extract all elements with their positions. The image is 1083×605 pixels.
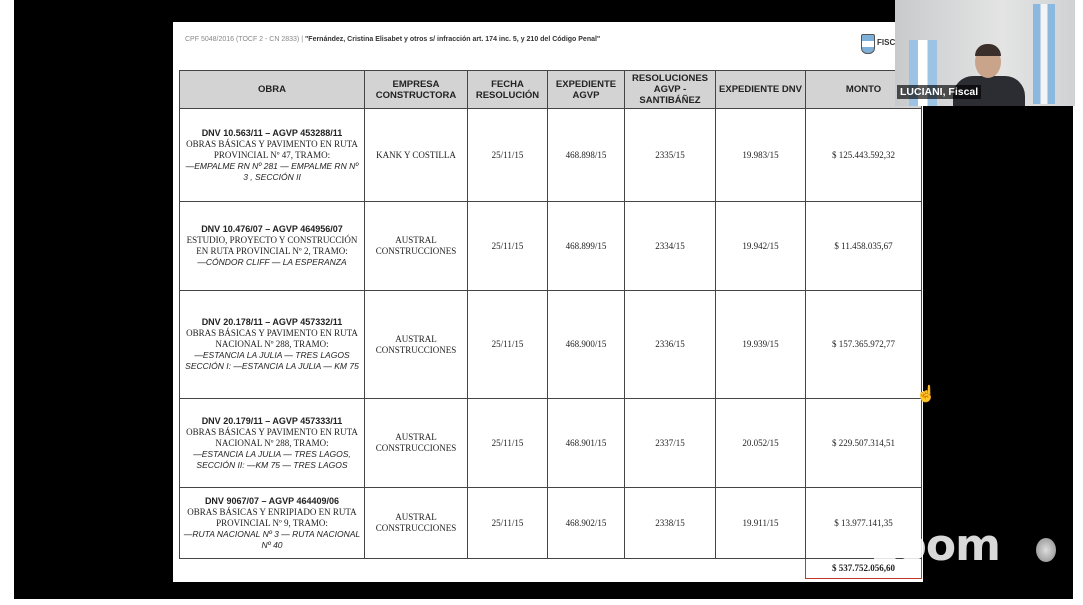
obra-cell (180, 399, 365, 488)
bottom-border (0, 599, 1083, 605)
exp-dnv-cell: 20.052/15 (716, 399, 806, 488)
total-row (180, 559, 922, 579)
empresa-cell: AUSTRAL CONSTRUCCIONES (365, 291, 468, 399)
participant-name-label: LUCIANI, Fiscal (897, 85, 981, 99)
table-row (180, 202, 922, 291)
case-title: "Fernández, Cristina Elisabet y otros s/ infracción art. 174 inc. 5, y 210 del Código Penal" (304, 36, 601, 43)
institution-seal (1026, 538, 1072, 584)
monto-cell: $ 229.507.314,51 (806, 399, 922, 488)
empresa-cell: AUSTRAL CONSTRUCCIONES (365, 488, 468, 559)
obra-cell (180, 109, 365, 202)
shared-document (173, 22, 923, 582)
obra-tramo: —ESTANCIA LA JULIA — TRES LAGOS SECCIÓN I: —ESTANCIA LA JULIA — KM 75 (185, 350, 359, 371)
total-monto: $ 537.752.056,60 (806, 559, 922, 579)
table-row (180, 109, 922, 202)
obra-desc: ESTUDIO, PROYECTO Y CONSTRUCCIÓN EN RUTA PROVINCIAL Nº 2, TRAMO: (186, 235, 358, 256)
logo-text: FISC (877, 38, 896, 47)
seal-icon (1036, 538, 1056, 562)
resolucion-cell: 2338/15 (625, 488, 716, 559)
resolucion-cell: 2334/15 (625, 202, 716, 291)
total-spacer (180, 559, 806, 579)
obra-tramo: —EMPALME RN Nº 281 — EMPALME RN Nº 3 , SECCIÓN II (185, 160, 359, 182)
monto-cell: $ 157.365.972,77 (806, 291, 922, 399)
exp-dnv-cell: 19.983/15 (716, 109, 806, 202)
shield-icon (861, 34, 875, 54)
empresa-cell: KANK Y COSTILLA (365, 109, 468, 202)
exp-agvp-cell: 468.898/15 (548, 109, 625, 202)
fecha-cell: 25/11/15 (468, 109, 548, 202)
left-border (0, 0, 14, 605)
obra-code: DNV 9067/07 – AGVP 464409/06 (204, 495, 340, 506)
resolucion-cell: 2337/15 (625, 399, 716, 488)
fecha-cell: 25/11/15 (468, 399, 548, 488)
header-empresa: EMPRESA CONSTRUCTORA (365, 71, 468, 109)
document-header (185, 36, 905, 54)
table-header-row (180, 71, 922, 109)
exp-dnv-cell: 19.911/15 (716, 488, 806, 559)
obra-desc: OBRAS BÁSICAS Y PAVIMENTO EN RUTA NACIONAL Nº 288, TRAMO: (186, 328, 358, 349)
exp-dnv-cell: 19.942/15 (716, 202, 806, 291)
resolucion-cell: 2335/15 (625, 109, 716, 202)
empresa-cell: AUSTRAL CONSTRUCCIONES (365, 399, 468, 488)
obra-cell (180, 202, 365, 291)
header-obra: OBRA (180, 71, 365, 109)
obra-code: DNV 20.179/11 – AGVP 457333/11 (201, 415, 343, 426)
header-monto: MONTO (806, 71, 922, 109)
exp-agvp-cell: 468.900/15 (548, 291, 625, 399)
obra-tramo: —ESTANCIA LA JULIA — TRES LAGOS, SECCIÓN II: —KM 75 — TRES LAGOS (193, 448, 351, 470)
exp-agvp-cell: 468.902/15 (548, 488, 625, 559)
hand-cursor-icon: ☝ (916, 386, 936, 403)
table-row (180, 399, 922, 488)
exp-dnv-cell: 19.939/15 (716, 291, 806, 399)
exp-agvp-cell: 468.899/15 (548, 202, 625, 291)
participant-video-tile[interactable] (895, 0, 1075, 106)
zoom-watermark: zoom (872, 520, 1000, 571)
monto-cell: $ 11.458.035,67 (806, 202, 922, 291)
resolucion-cell: 2336/15 (625, 291, 716, 399)
table-row (180, 488, 922, 559)
obra-desc: OBRAS BÁSICAS Y PAVIMENTO EN RUTA PROVINCIAL Nº 47, TRAMO: (186, 138, 358, 160)
fecha-cell: 25/11/15 (468, 488, 548, 559)
header-fecha: FECHA RESOLUCIÓN (468, 71, 548, 109)
fecha-cell: 25/11/15 (468, 291, 548, 399)
header-resoluciones: RESOLUCIONES AGVP - SANTIBÁÑEZ (625, 71, 716, 109)
monto-cell: $ 13.977.141,35 (806, 488, 922, 559)
obra-code: DNV 10.563/11 – AGVP 453288/11 (201, 127, 343, 138)
obra-code: DNV 10.476/07 – AGVP 464956/07 (201, 224, 343, 234)
obra-desc: OBRAS BÁSICAS Y PAVIMENTO EN RUTA NACIONAL Nº 288, TRAMO: (186, 426, 358, 448)
monto-cell: $ 125.443.592,32 (806, 109, 922, 202)
table-row (180, 291, 922, 399)
obra-cell (180, 488, 365, 559)
obra-cell (180, 291, 365, 399)
obra-tramo: —CÓNDOR CLIFF — LA ESPERANZA (197, 257, 347, 267)
obra-code: DNV 20.178/11 – AGVP 457332/11 (201, 317, 343, 327)
flag-right (1033, 4, 1055, 104)
obras-table (179, 70, 922, 579)
obra-tramo: —RUTA NACIONAL Nº 3 — RUTA NACIONAL Nº 40 (183, 528, 361, 550)
header-exp-dnv: EXPEDIENTE DNV (716, 71, 806, 109)
case-number: CPF 5048/2016 (TOCF 2 - CN 2833) | (185, 36, 304, 43)
empresa-cell: AUSTRAL CONSTRUCCIONES (365, 202, 468, 291)
header-exp-agvp: EXPEDIENTE AGVP (548, 71, 625, 109)
exp-agvp-cell: 468.901/15 (548, 399, 625, 488)
fecha-cell: 25/11/15 (468, 202, 548, 291)
obra-desc: OBRAS BÁSICAS Y ENRIPIADO EN RUTA PROVINCIAL Nº 9, TRAMO: (187, 506, 357, 528)
